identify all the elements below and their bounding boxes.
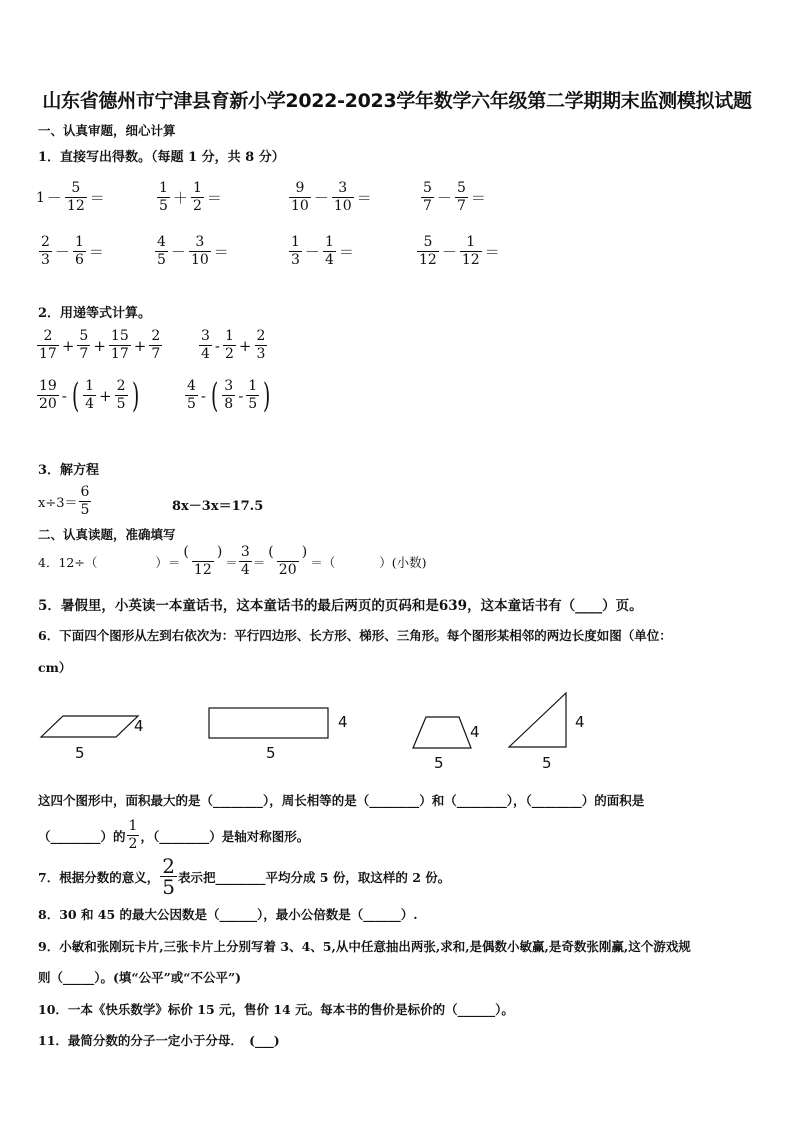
equals-sign: ＝ bbox=[213, 243, 229, 261]
denominator: 2 bbox=[192, 198, 202, 214]
left-parenthesis: ( bbox=[210, 375, 219, 416]
denominator: 3 bbox=[256, 346, 266, 362]
denominator: 6 bbox=[74, 252, 84, 268]
numerator: 1 bbox=[225, 328, 234, 344]
operator: ＋ bbox=[172, 189, 188, 207]
q6-ask2-suffix: ，（________）是轴对称图形。 bbox=[140, 828, 310, 844]
numerator: 1 bbox=[324, 234, 334, 250]
numerator: 5 bbox=[423, 234, 433, 250]
question-2-text: 2．用递等式计算。 bbox=[38, 306, 152, 321]
rectangle-base-label: 5 bbox=[266, 744, 276, 762]
numerator: 1 bbox=[291, 234, 300, 250]
denominator: 20 bbox=[39, 396, 57, 412]
numerator: 4 bbox=[157, 234, 166, 250]
question-3-text: 3．解方程 bbox=[38, 463, 100, 478]
rectangle-shape bbox=[209, 708, 328, 738]
question-5: 5．暑假里，小英读一本童话书，这本童话书的最后两页的页码和是639，这本童话书有（____）页。 bbox=[38, 598, 643, 614]
question-10: 10．一本《快乐数学》标价 15 元，售价 14 元。每本书的售价是标价的（______）。 bbox=[38, 1002, 514, 1017]
equals-sign: ＝ bbox=[206, 189, 222, 207]
denominator: 5 bbox=[187, 396, 196, 412]
triangle-side-label: 4 bbox=[575, 713, 585, 731]
numerator: 5 bbox=[79, 328, 89, 344]
question-9-line-1: 9．小敏和张刚玩卡片,三张卡片上分别写着 3、4、5,从中任意抽出两张,求和,是偶数小敏赢,是奇数张刚赢,这个游戏规 bbox=[38, 939, 691, 954]
denominator: 5 bbox=[80, 502, 90, 518]
denominator: 5 bbox=[248, 396, 258, 412]
question-11: 11．最简分数的分子一定小于分母． (___) bbox=[38, 1033, 280, 1048]
numerator: 1 bbox=[248, 378, 258, 394]
numerator-blank[interactable]: ( ) bbox=[268, 544, 308, 560]
question-6-line-2: cm） bbox=[38, 660, 72, 675]
q7-prefix: 7．根据分数的意义， bbox=[38, 869, 160, 885]
numerator: 1 bbox=[85, 378, 95, 394]
denominator: 5 bbox=[157, 252, 166, 268]
triangle-base-label: 5 bbox=[542, 754, 552, 772]
numerator: 9 bbox=[295, 180, 305, 196]
numerator: 5 bbox=[71, 180, 81, 196]
fraction bbox=[127, 818, 140, 853]
numerator-blank[interactable]: ( ) bbox=[183, 544, 223, 560]
numerator: 2 bbox=[41, 234, 50, 250]
denominator: 17 bbox=[39, 346, 57, 362]
equals-sign: ＝ bbox=[356, 189, 372, 207]
parallelogram-base-label: 5 bbox=[75, 744, 85, 762]
equals-sign: ＝ bbox=[484, 243, 500, 261]
denominator: 2 bbox=[225, 346, 234, 362]
equals-sign: ＝ bbox=[470, 189, 486, 207]
question-7 bbox=[38, 856, 450, 897]
equals-sign: ＝ bbox=[252, 554, 266, 570]
numerator: 4 bbox=[187, 378, 196, 394]
denominator: 3 bbox=[291, 252, 300, 268]
q6-ask2-prefix: （________）的 bbox=[38, 828, 126, 844]
page-title: 山东省德州市宁津县育新小学2022-2023学年数学六年级第二学期期末监测模拟试题 bbox=[42, 90, 752, 112]
right-parenthesis: ) bbox=[131, 375, 139, 416]
operator: + bbox=[99, 386, 112, 405]
right-parenthesis: ) bbox=[263, 375, 271, 416]
numerator: 1 bbox=[466, 234, 476, 250]
denominator: 5 bbox=[162, 875, 175, 899]
numerator: 3 bbox=[201, 328, 210, 344]
question-6-line-1: 6．下面四个图形从左到右依次为：平行四边形、长方形、梯形、三角形。每个图形某相邻的两边长度如图（单位： bbox=[38, 628, 672, 643]
section-heading-1: 一、认真审题，细心计算 bbox=[38, 123, 176, 138]
denominator: 2 bbox=[128, 836, 138, 852]
numerator: 3 bbox=[338, 180, 348, 196]
denominator: 10 bbox=[291, 198, 309, 214]
denominator: 7 bbox=[456, 198, 466, 214]
numerator: 15 bbox=[110, 328, 129, 344]
denominator: 17 bbox=[110, 346, 129, 362]
numerator: 2 bbox=[43, 328, 53, 344]
rectangle-side-label: 4 bbox=[338, 713, 348, 731]
denominator: 5 bbox=[116, 396, 126, 412]
denominator: 8 bbox=[224, 396, 234, 412]
numerator: 3 bbox=[224, 378, 234, 394]
denominator: 4 bbox=[324, 252, 334, 268]
question-6-ask-2 bbox=[38, 818, 309, 853]
numerator: 2 bbox=[116, 378, 126, 394]
numerator: 5 bbox=[423, 180, 432, 196]
numerator: 19 bbox=[39, 378, 57, 394]
triangle-shape bbox=[509, 693, 566, 747]
operator: + bbox=[133, 336, 147, 355]
q7-suffix: 表示把________平均分成 5 份，取这样的 2 份。 bbox=[177, 869, 451, 885]
denominator: 10 bbox=[333, 198, 352, 214]
numerator: 2 bbox=[162, 854, 175, 878]
numerator: 1 bbox=[159, 180, 168, 196]
numerator: 6 bbox=[80, 484, 90, 500]
denominator: 3 bbox=[41, 252, 50, 268]
trapezoid-base-label: 5 bbox=[434, 754, 444, 772]
operator: － bbox=[313, 189, 329, 207]
operator: + bbox=[238, 336, 252, 355]
operator: － bbox=[54, 243, 70, 261]
denominator: 12 bbox=[461, 252, 480, 268]
trapezoid-side-label: 4 bbox=[470, 723, 480, 741]
operator: － bbox=[46, 189, 62, 207]
numerator: 2 bbox=[256, 328, 266, 344]
equals-sign: ＝ bbox=[88, 243, 104, 261]
operator: － bbox=[436, 189, 452, 207]
denominator: 4 bbox=[240, 562, 250, 578]
question-6-ask-1: 这四个图形中，面积最大的是（________），周长相等的是（________）和（________），（________）的面积是 bbox=[38, 793, 645, 808]
denominator: 12 bbox=[419, 252, 437, 268]
denominator: 20 bbox=[278, 562, 297, 578]
q4-equals: ）＝ bbox=[155, 554, 181, 570]
numerator: 1 bbox=[128, 818, 138, 834]
operator: + bbox=[93, 336, 106, 355]
numerator: 3 bbox=[240, 544, 250, 560]
numerator: 1 bbox=[192, 180, 202, 196]
denominator: 4 bbox=[85, 396, 95, 412]
denominator: 4 bbox=[201, 346, 210, 362]
denominator: 5 bbox=[159, 198, 168, 214]
denominator: 7 bbox=[423, 198, 432, 214]
question-8: 8．30 和 45 的最大公因数是（______），最小公倍数是（______）. bbox=[38, 907, 418, 922]
denominator: 7 bbox=[79, 346, 89, 362]
denominator: 12 bbox=[193, 562, 212, 578]
operator: + bbox=[61, 336, 75, 355]
left-parenthesis: ( bbox=[71, 375, 80, 416]
operator: － bbox=[170, 243, 186, 261]
section-heading-2: 二、认真读题，准确填写 bbox=[38, 527, 176, 542]
numerator: 2 bbox=[151, 328, 161, 344]
q4-equals-paren: ＝（ bbox=[310, 554, 336, 570]
equals-sign: ＝ bbox=[338, 243, 354, 261]
operator: - bbox=[214, 336, 220, 355]
operator: － bbox=[304, 243, 320, 261]
denominator: 7 bbox=[151, 346, 161, 362]
question-9-line-2: 则（_____）。(填“公平”或“不公平”) bbox=[38, 970, 242, 985]
operator: － bbox=[441, 243, 457, 261]
question-1-text: 1．直接写出得数。（每题 1 分，共 8 分） bbox=[38, 150, 285, 165]
numerator: 3 bbox=[195, 234, 205, 250]
q4-suffix: ）(小数) bbox=[379, 554, 427, 570]
equation-left: x÷3＝ bbox=[38, 496, 78, 511]
denominator: 10 bbox=[190, 252, 209, 268]
operator: - bbox=[200, 386, 206, 405]
equals-sign: ＝ bbox=[225, 554, 238, 570]
parallelogram-shape bbox=[41, 716, 138, 737]
denominator: 12 bbox=[66, 198, 85, 214]
parallelogram-side-label: 4 bbox=[134, 717, 144, 735]
numerator: 1 bbox=[74, 234, 84, 250]
whole-number: 1 bbox=[36, 189, 45, 206]
fraction bbox=[160, 856, 177, 897]
operator: - bbox=[61, 386, 67, 405]
operator: - bbox=[238, 386, 244, 405]
q3-equation-2: 8x－3x＝17.5 bbox=[172, 499, 264, 514]
equals-sign: ＝ bbox=[89, 189, 105, 207]
q4-prefix: 4．12÷（ bbox=[38, 554, 98, 570]
numerator: 5 bbox=[456, 180, 466, 196]
trapezoid-shape bbox=[413, 717, 471, 748]
